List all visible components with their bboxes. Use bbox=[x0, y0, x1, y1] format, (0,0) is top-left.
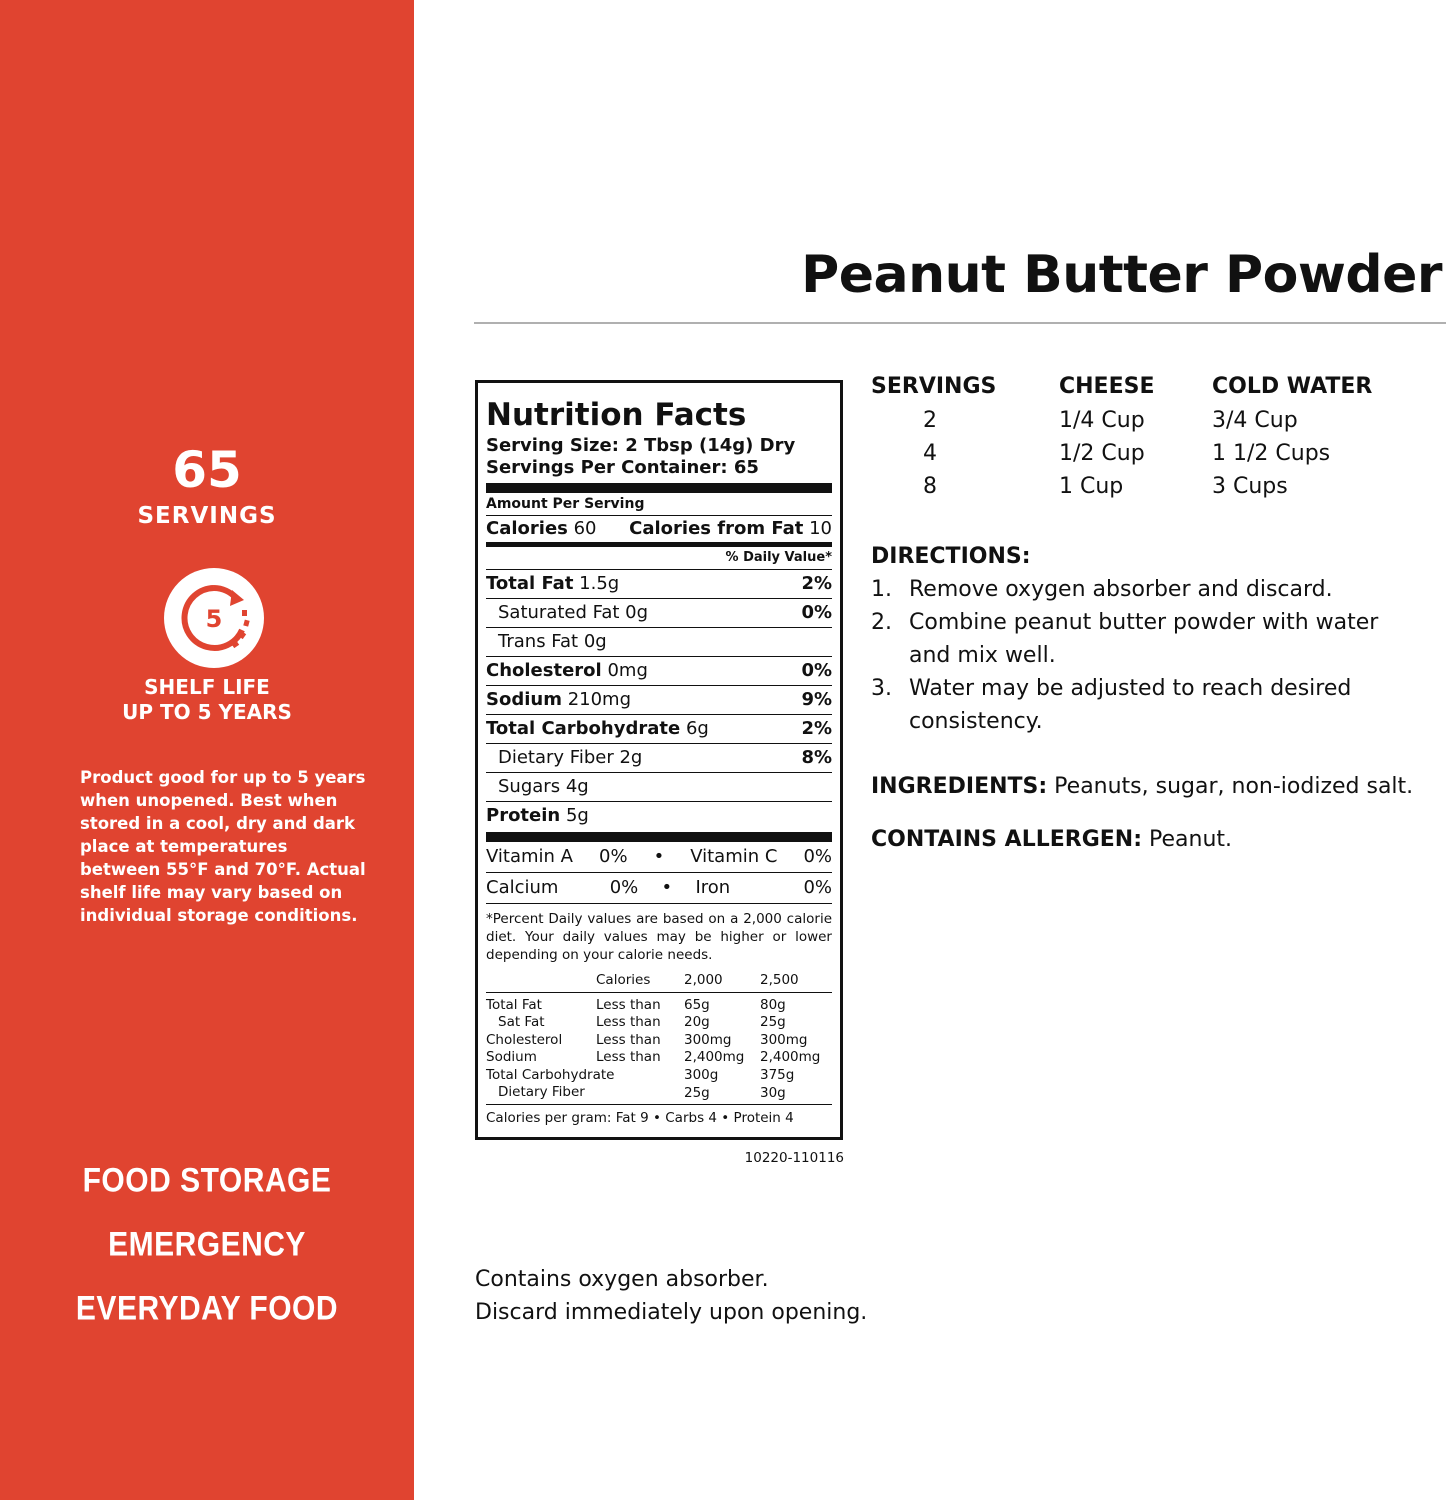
calories-label: Calories bbox=[486, 518, 568, 539]
iron-pct: 0% bbox=[803, 877, 832, 898]
prep-cell: 3/4 Cup bbox=[1212, 408, 1298, 433]
nutrient-amount: 210mg bbox=[567, 689, 632, 710]
tagline-everyday-food: EVERYDAY FOOD bbox=[75, 1289, 339, 1328]
vitamin-a-label: Vitamin A bbox=[486, 846, 573, 867]
serving-size: Serving Size: 2 Tbsp (14g) Dry bbox=[486, 435, 796, 456]
nutrient-name: Total Fat bbox=[486, 573, 574, 594]
nutrient-pct: 2% bbox=[801, 573, 832, 594]
calories-fat-value: 10 bbox=[809, 518, 832, 539]
servings-label: SERVINGS bbox=[137, 503, 277, 529]
allergen bbox=[871, 823, 1232, 856]
nutrient-name: Saturated Fat bbox=[498, 602, 620, 623]
dv-header-cell: Calories bbox=[596, 972, 651, 988]
calcium-label: Calcium bbox=[486, 877, 559, 898]
servings-count: 65 bbox=[172, 441, 242, 499]
rule bbox=[486, 903, 832, 904]
ingredients-label: INGREDIENTS: bbox=[871, 774, 1048, 799]
shelf-icon-number: 5 bbox=[205, 605, 223, 633]
product-title: Peanut Butter Powder bbox=[801, 245, 1442, 305]
calcium-pct: 0% bbox=[609, 877, 639, 898]
nutrient-amount: 2g bbox=[619, 747, 643, 768]
dv-header-cell: 2,000 bbox=[684, 972, 723, 988]
nutrient-name: Total Carbohydrate bbox=[486, 718, 681, 739]
title-divider bbox=[474, 322, 1446, 324]
nutrient-pct: 0% bbox=[801, 602, 832, 623]
nutrition-facts-panel bbox=[475, 380, 843, 1140]
ingredients bbox=[871, 770, 1413, 803]
prep-cell: 4 bbox=[923, 441, 937, 466]
tagline-emergency: EMERGENCY bbox=[108, 1225, 306, 1264]
vitamin-row-2 bbox=[486, 873, 832, 903]
nutrient-row-sugars bbox=[486, 773, 832, 801]
daily-value-header: % Daily Value* bbox=[725, 550, 832, 565]
product-code: 10220-110116 bbox=[744, 1150, 844, 1166]
dv-row: Total Fat Less than 65g 80g bbox=[486, 996, 786, 1013]
oxygen-absorber-note bbox=[475, 1263, 867, 1329]
thick-rule bbox=[486, 483, 832, 493]
nutrient-row-total-carbohydrate bbox=[486, 715, 832, 743]
iron-label: Iron bbox=[695, 877, 731, 898]
shelf-life-description: Product good for up to 5 years when unopened. Best when stored in a cool, dry and dark place at temperatures between 55°F and 70°F. Actual shelf life may vary based on individual storage conditions. bbox=[80, 768, 366, 925]
allergen-text: Peanut. bbox=[1149, 827, 1233, 852]
prep-header-cheese: CHEESE bbox=[1059, 374, 1155, 399]
nutrient-name: Dietary Fiber bbox=[498, 747, 614, 768]
nutrient-pct: 8% bbox=[801, 747, 832, 768]
nutrient-name: Trans Fat bbox=[498, 631, 579, 652]
daily-value-footnote: *Percent Daily values are based on a 2,000 calorie diet. Your daily values may be higher or lower depending on your calorie needs. bbox=[486, 911, 832, 963]
vitamin-c-label: Vitamin C bbox=[690, 846, 778, 867]
bullet: • bbox=[653, 846, 665, 867]
nutrient-amount: 5g bbox=[565, 805, 589, 826]
nutrient-pct: 0% bbox=[801, 660, 832, 681]
nutrition-heading: Nutrition Facts bbox=[486, 397, 747, 433]
nutrient-row-dietary-fiber bbox=[486, 744, 832, 772]
tagline-food-storage: FOOD STORAGE bbox=[82, 1161, 332, 1200]
prep-header-cold-water: COLD WATER bbox=[1212, 374, 1373, 399]
nutrient-row-trans-fat bbox=[486, 628, 832, 656]
daily-value-table bbox=[486, 964, 832, 1105]
nutrient-row-total-fat bbox=[486, 570, 832, 598]
calories-per-gram: Calories per gram: Fat 9 • Carbs 4 • Protein 4 bbox=[486, 1109, 794, 1126]
nutrient-row-sodium bbox=[486, 686, 832, 714]
bullet: • bbox=[661, 877, 673, 898]
prep-cell: 1 Cup bbox=[1059, 474, 1124, 499]
rule bbox=[486, 832, 832, 842]
nutrient-name: Protein bbox=[486, 805, 561, 826]
prep-header-servings: SERVINGS bbox=[871, 374, 997, 399]
directions bbox=[871, 540, 1431, 738]
prep-cell: 3 Cups bbox=[1212, 474, 1288, 499]
vitamin-a-pct: 0% bbox=[599, 846, 628, 867]
dv-header-cell: 2,500 bbox=[760, 972, 799, 988]
direction-step: 3. Water may be adjusted to reach desired consistency. bbox=[871, 676, 1352, 734]
nutrient-pct: 2% bbox=[801, 718, 832, 739]
calories-fat-label: Calories from Fat bbox=[629, 518, 804, 539]
nutrient-row-protein bbox=[486, 802, 832, 830]
shelf-life-line2: UP TO 5 YEARS bbox=[122, 700, 292, 724]
allergen-label: CONTAINS ALLERGEN: bbox=[871, 827, 1143, 852]
dv-header-cell bbox=[486, 964, 596, 992]
ingredients-text: Peanuts, sugar, non-iodized salt. bbox=[1054, 774, 1414, 799]
dv-row: Sodium Less than 2,400mg 2,400mg bbox=[486, 1049, 821, 1065]
prep-cell: 8 bbox=[923, 474, 937, 499]
dv-row: Cholesterol Less than 300mg 300mg bbox=[486, 1031, 808, 1048]
nutrient-row-saturated-fat bbox=[486, 599, 832, 627]
dv-row: Sat Fat Less than 20g 25g bbox=[498, 1014, 786, 1030]
servings-per-container: Servings Per Container: 65 bbox=[486, 457, 759, 478]
dv-row: Dietary Fiber 25g 30g bbox=[486, 1084, 832, 1104]
vitamin-c-pct: 0% bbox=[803, 846, 832, 867]
nutrient-name: Sodium bbox=[486, 689, 562, 710]
nutrient-amount: 0mg bbox=[607, 660, 648, 681]
nutrient-pct: 9% bbox=[801, 689, 832, 710]
dv-row: Total Carbohydrate 300g 375g bbox=[486, 1066, 795, 1083]
directions-heading: DIRECTIONS: bbox=[871, 544, 1031, 569]
prep-cell: 2 bbox=[923, 408, 937, 433]
nutrient-name: Sugars bbox=[498, 776, 561, 797]
nutrient-amount: 6g bbox=[685, 718, 709, 739]
nutrient-amount: 0g bbox=[583, 631, 607, 652]
shelf-life-clock-icon bbox=[162, 566, 266, 670]
nutrient-amount: 4g bbox=[565, 776, 589, 797]
nutrient-name: Cholesterol bbox=[486, 660, 602, 681]
prep-cell: 1/2 Cup bbox=[1059, 441, 1145, 466]
calories-row bbox=[486, 516, 832, 542]
prep-cell: 1/4 Cup bbox=[1059, 408, 1145, 433]
dv-header-row bbox=[486, 964, 832, 992]
shelf-life-line1: SHELF LIFE bbox=[144, 675, 270, 699]
calories-value: 60 bbox=[573, 518, 597, 539]
oxygen-note-line1: Contains oxygen absorber. bbox=[475, 1267, 769, 1292]
sidebar bbox=[0, 0, 414, 1500]
nutrient-row-cholesterol bbox=[486, 657, 832, 685]
direction-step: 2. Combine peanut butter powder with water and mix well. bbox=[871, 610, 1379, 668]
prep-cell: 1 1/2 Cups bbox=[1212, 441, 1331, 466]
nutrient-amount: 0g bbox=[625, 602, 649, 623]
oxygen-note-line2: Discard immediately upon opening. bbox=[475, 1300, 868, 1325]
vitamin-row-1 bbox=[486, 842, 832, 872]
amount-per-serving: Amount Per Serving bbox=[486, 496, 645, 512]
nutrient-amount: 1.5g bbox=[579, 573, 620, 594]
direction-step: 1. Remove oxygen absorber and discard. bbox=[871, 577, 1333, 602]
